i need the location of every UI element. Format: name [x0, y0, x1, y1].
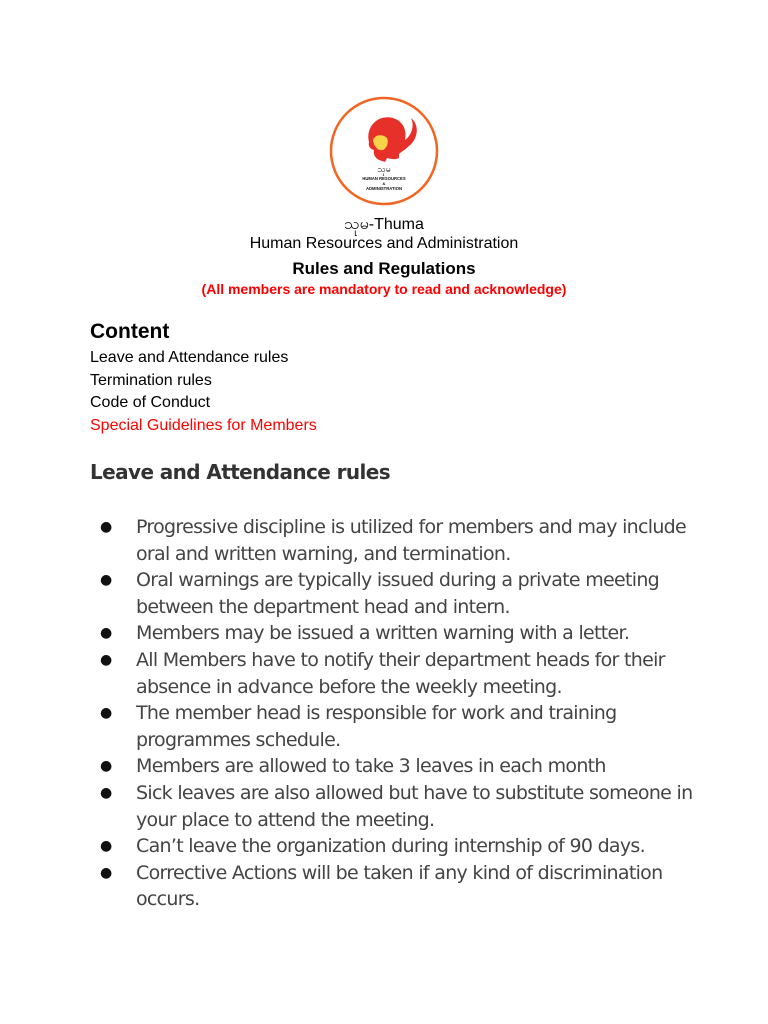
toc-item-termination: Termination rules: [90, 371, 212, 389]
rule-text: Members may be issued a written warning with a letter.: [136, 622, 630, 645]
rule-item: [100, 753, 700, 780]
rule-item: [100, 647, 700, 700]
rule-text: All Members have to notify their department heads for their absence in advance before the weekly meeting.: [136, 648, 665, 698]
table-of-contents: [90, 347, 317, 437]
bullet-icon: ●: [100, 625, 112, 642]
bullet-icon: ●: [100, 572, 112, 589]
logo-line3: ADMINISTRATION: [366, 186, 402, 191]
logo-line2: &: [382, 181, 386, 186]
rule-item: [100, 780, 700, 833]
rule-item: [100, 567, 700, 620]
toc-item-leave-attendance: Leave and Attendance rules: [90, 349, 289, 366]
rules-list: [100, 514, 700, 913]
bullet-icon: ●: [100, 651, 112, 668]
bullet-icon: ●: [100, 838, 112, 855]
bullet-icon: ●: [100, 705, 112, 722]
rule-text: The member head is responsible for work and training programmes schedule.: [136, 702, 617, 751]
rule-item: [100, 833, 700, 860]
rule-item: [100, 700, 700, 753]
department-name: Human Resources and Administration: [249, 235, 519, 252]
logo-script-text: သုမ: [377, 165, 391, 175]
rule-text: Progressive discipline is utilized for members and may include oral and written warning, and termination.: [136, 516, 687, 565]
rule-item: [100, 514, 700, 567]
content-heading: Content: [90, 320, 170, 343]
bullet-icon: ●: [100, 864, 112, 881]
logo-line1: HUMAN RESOURCES: [362, 176, 406, 181]
organization-name: သုမ-Thuma: [344, 216, 424, 233]
rule-text: Oral warnings are typically issued during a private meeting between the department head and intern.: [136, 569, 660, 618]
rule-text: Corrective Actions will be taken if any kind of discrimination occurs.: [136, 861, 663, 911]
toc-item-special-guidelines: Special Guidelines for Members: [90, 416, 317, 434]
toc-item-code-of-conduct: Code of Conduct: [90, 394, 211, 411]
bullet-icon: ●: [100, 784, 112, 801]
bullet-icon: ●: [100, 758, 112, 775]
section-heading: Leave and Attendance rules: [90, 460, 391, 484]
rule-text: Can’t leave the organization during internship of 90 days.: [136, 835, 645, 858]
mandatory-note: (All members are mandatory to read and acknowledge): [201, 281, 567, 297]
rule-item: [100, 860, 700, 913]
organization-logo: [329, 96, 439, 206]
rule-item: [100, 620, 700, 647]
rule-text: Members are allowed to take 3 leaves in each month: [136, 755, 606, 778]
document-title: Rules and Regulations: [292, 259, 476, 278]
bullet-icon: ●: [100, 519, 112, 535]
rule-text: Sick leaves are also allowed but have to substitute someone in your place to attend the meeting.: [136, 781, 693, 831]
